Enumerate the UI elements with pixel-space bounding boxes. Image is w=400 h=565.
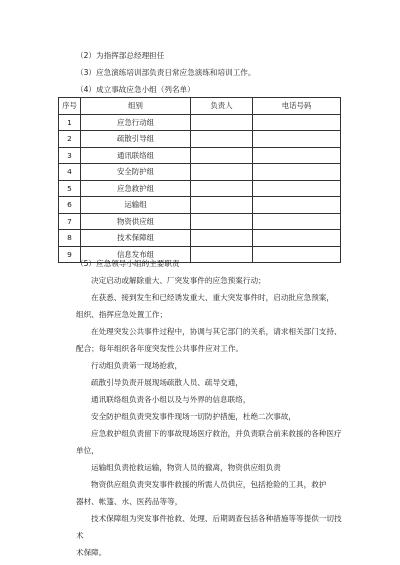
paragraph-line: 术保障。	[76, 548, 107, 557]
cell-serial: 3	[59, 147, 81, 164]
list-item-2: （2）为指挥部总经理担任	[76, 51, 165, 60]
cell-leader	[191, 230, 253, 247]
cell-serial: 2	[59, 131, 81, 148]
cell-serial: 5	[59, 180, 81, 197]
cell-phone	[253, 230, 341, 247]
cell-phone	[253, 197, 341, 214]
header-serial: 序号	[59, 98, 81, 115]
cell-serial: 4	[59, 164, 81, 181]
header-phone: 电话号码	[253, 98, 341, 115]
paragraph-line: 疏散引导负责开展现场疏散人员、疏导交通，	[91, 378, 243, 387]
cell-leader	[191, 147, 253, 164]
cell-serial: 6	[59, 197, 81, 214]
table-row	[59, 230, 341, 247]
cell-group: 技术保障组	[81, 230, 191, 247]
paragraph-line: 应急救护组负责留下的事故现场医疗救治，并负责联合前来救援的各种医疗单位，	[76, 429, 342, 455]
cell-serial: 8	[59, 230, 81, 247]
paragraph-line: 通讯联络组负责各小组以及与外界的信息联络，	[91, 395, 251, 404]
cell-leader	[191, 197, 253, 214]
cell-phone	[253, 131, 341, 148]
paragraph-line: 决定启动或解除重大、厂突发事件的应急预案行动；	[91, 276, 266, 285]
cell-phone	[253, 164, 341, 181]
table-row	[59, 197, 341, 214]
cell-serial: 1	[59, 114, 81, 131]
cell-group: 运输组	[81, 197, 191, 214]
section-5-heading: （5）应急领导小组的主要职责	[76, 259, 180, 268]
table-row	[59, 213, 341, 230]
cell-serial: 9	[59, 246, 81, 263]
table-header-row	[59, 98, 341, 115]
cell-group: 信息发布组	[81, 246, 191, 263]
cell-leader	[191, 180, 253, 197]
table-row	[59, 180, 341, 197]
cell-leader	[191, 213, 253, 230]
cell-phone	[253, 114, 341, 131]
paragraph-line: 运输组负责抢救运输，物资人员的撤离，物资供应组负责	[91, 463, 281, 472]
cell-group: 应急行动组	[81, 114, 191, 131]
cell-phone	[253, 246, 341, 263]
table-row	[59, 164, 341, 181]
table-row	[59, 114, 341, 131]
emergency-groups-table	[58, 97, 341, 263]
cell-leader	[191, 246, 253, 263]
cell-leader	[191, 164, 253, 181]
paragraph-line: 行动组负责第一现场抢救，	[91, 361, 183, 370]
cell-serial: 7	[59, 213, 81, 230]
cell-group: 物资供应组	[81, 213, 191, 230]
paragraph-line: 物资供应组负责突发事件救援的所需人员供应，包括抢险的工具，救护	[91, 480, 327, 489]
table-row	[59, 131, 341, 148]
table-row	[59, 147, 341, 164]
paragraph-line: 组织、指挥应急处置工作；	[76, 310, 168, 319]
paragraph-line: 技术保障组为突发事件抢救、处理、后期调查包括各种措施等等提供一切技术	[76, 514, 342, 540]
cell-group: 安全防护组	[81, 164, 191, 181]
cell-phone	[253, 213, 341, 230]
list-item-4: （4）成立事故应急小组（列名单）	[76, 85, 195, 94]
cell-leader	[191, 131, 253, 148]
cell-phone	[253, 180, 341, 197]
cell-group: 通讯联络组	[81, 147, 191, 164]
list-item-3: （3）应急演练培训部负责日常应急演练和培训工作。	[76, 68, 256, 77]
cell-leader	[191, 114, 253, 131]
cell-group: 疏散引导组	[81, 131, 191, 148]
header-leader: 负责人	[191, 98, 253, 115]
header-group: 组别	[81, 98, 191, 115]
paragraph-line: 在处理突发公共事件过程中，协调与其它部门的关系，请求相关部门支持、	[91, 327, 342, 336]
paragraph-line: 器材、帐篷、水、医药品等等，	[76, 497, 183, 506]
paragraph-line: 安全防护组负责突发事件现场一切防护措施，杜绝二次事故，	[91, 412, 297, 421]
cell-phone	[253, 147, 341, 164]
paragraph-line: 配合；每年组织各年度突发性公共事件应对工作。	[76, 344, 244, 353]
responsibilities-text	[76, 272, 346, 561]
cell-group: 应急救护组	[81, 180, 191, 197]
paragraph-line: 在获悉、接到发生和已经诱发重大、重大突发事件时，启动批应急预案，	[91, 293, 334, 302]
